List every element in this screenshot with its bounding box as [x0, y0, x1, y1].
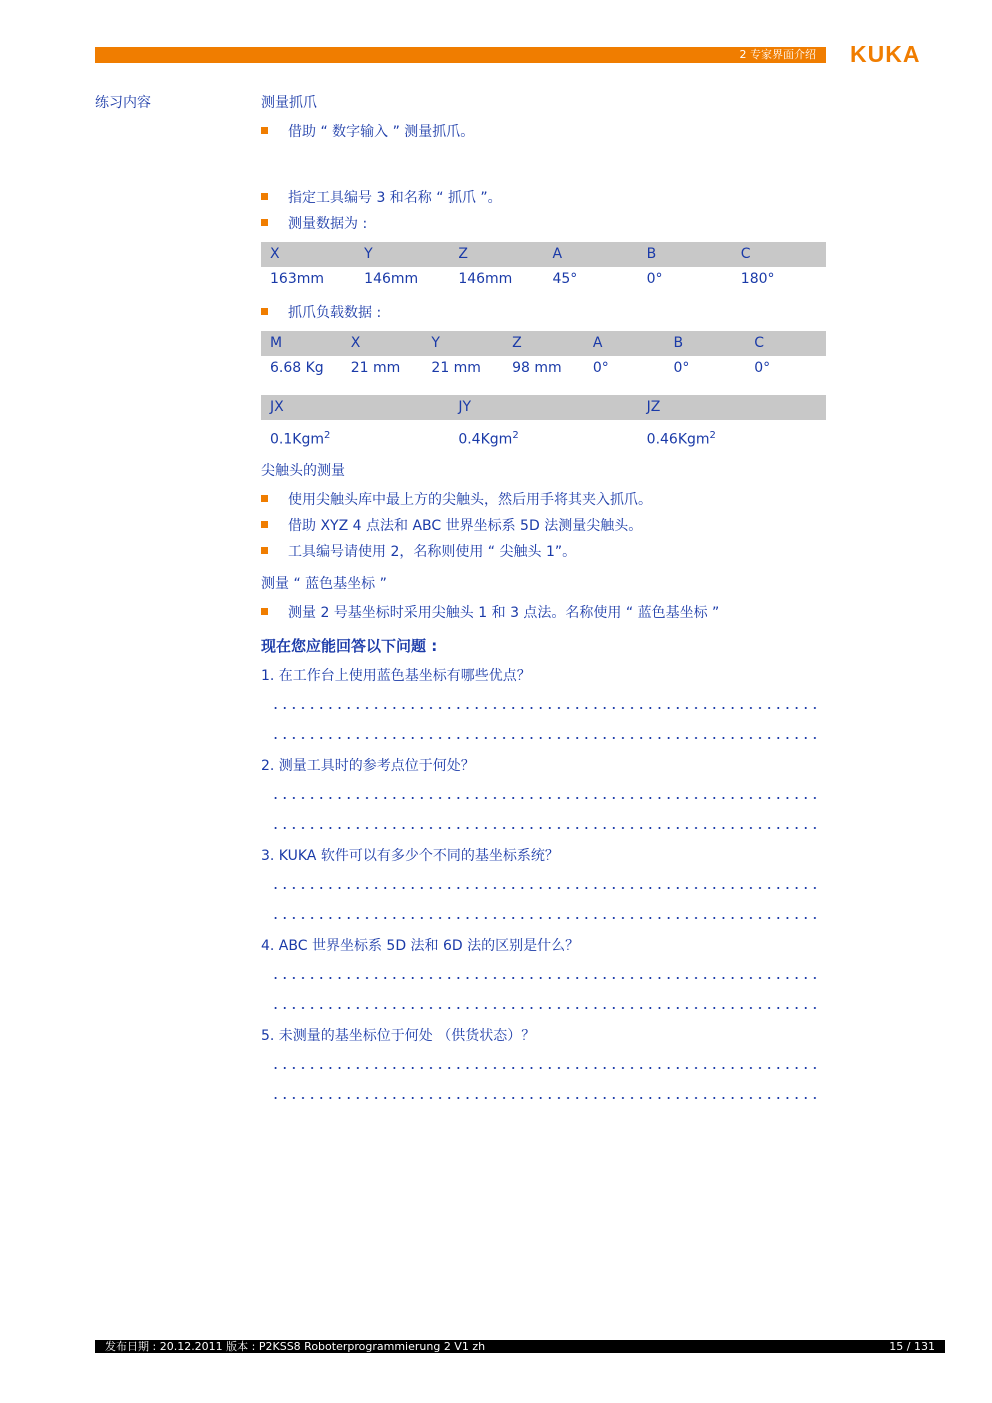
- table-cell: 45°: [552, 271, 578, 287]
- kuka-logo: KUKA: [850, 41, 921, 67]
- table-header-cell: Z: [458, 246, 468, 262]
- table-header-cell: Y: [364, 246, 373, 262]
- chapter-title: 2 专家界面介绍: [739, 48, 816, 61]
- table-header-cell: C: [754, 335, 764, 351]
- measurement-table: [261, 242, 826, 292]
- bullet-icon: [261, 127, 268, 134]
- table-header-cell: A: [552, 246, 563, 262]
- table-row: [261, 420, 826, 450]
- question-2: 2. 测量工具时的参考点位于何处？: [261, 758, 475, 774]
- table-cell: 21 mm: [350, 360, 401, 376]
- table-header-cell: A: [592, 335, 603, 351]
- answer-line[interactable]: [271, 1067, 820, 1069]
- list-item: 借助 XYZ 4 点法和 ABC 世界坐标系 5D 法测量尖触头。: [261, 517, 642, 535]
- section-title-base: 测量 “ 蓝色基坐标 ”: [261, 576, 387, 592]
- answer-line[interactable]: [271, 797, 820, 799]
- table-cell: 0°: [592, 360, 609, 376]
- bullet-icon: [261, 219, 268, 226]
- answer-line[interactable]: [271, 977, 820, 979]
- exponent: 2: [323, 430, 331, 441]
- table-header-cell: JY: [458, 399, 472, 415]
- section-title-tip: 尖触头的测量: [261, 463, 345, 479]
- questions-heading: 现在您应能回答以下问题 :: [261, 637, 438, 655]
- table-header-cell: X: [350, 335, 361, 351]
- list-item: 借助 “ 数字输入 ” 测量抓爪。: [261, 123, 474, 141]
- table-header-cell: JX: [270, 399, 284, 415]
- table-cell: 0°: [673, 360, 690, 376]
- table-header: [261, 395, 826, 420]
- question-1: 1. 在工作台上使用蓝色基坐标有哪些优点？: [261, 668, 531, 684]
- header-bar: [95, 47, 826, 63]
- table-cell: 0.4Kgm$^2$: [458, 430, 519, 448]
- table-cell: 98 mm: [512, 360, 562, 376]
- question-4: 4. ABC 世界坐标系 5D 法和 6D 法的区别是什么？: [261, 938, 580, 954]
- footer-edition: 发布日期 : 20.12.2011 版本 : P2KSS8 Roboterprogrammierung 2 V1 zh: [105, 1340, 486, 1353]
- table-header: [261, 242, 826, 267]
- side-label: 练习内容: [95, 95, 151, 111]
- table-header-cell: B: [673, 335, 684, 351]
- page-number: 15 / 131: [889, 1340, 935, 1353]
- bullet-icon: [261, 547, 268, 554]
- inertia-table: [261, 395, 826, 450]
- table-row: [261, 356, 826, 381]
- answer-line[interactable]: [271, 887, 820, 889]
- table-cell: 0.46Kgm$^2$: [646, 430, 716, 448]
- table-cell: 163mm: [270, 271, 324, 287]
- list-item: 指定工具编号 3 和名称 “ 抓爪 ”。: [261, 189, 502, 207]
- exponent: 2: [512, 430, 519, 441]
- answer-line[interactable]: [271, 707, 820, 709]
- bullet-icon: [261, 608, 268, 615]
- exponent: 2: [709, 430, 716, 441]
- table-cell: 146mm: [458, 271, 513, 287]
- answer-line[interactable]: [271, 917, 820, 919]
- list-item: 使用尖触头库中最上方的尖触头，然后用手将其夹入抓爪。: [261, 491, 652, 509]
- table-header-cell: Z: [512, 335, 522, 351]
- bullet-icon: [261, 521, 268, 528]
- table-header-cell: B: [646, 246, 657, 262]
- table-cell: 0.1Kgm$^2$: [270, 430, 331, 448]
- answer-line[interactable]: [271, 1007, 820, 1009]
- table-header: [261, 331, 826, 356]
- section-title-gripper: 测量抓爪: [261, 95, 317, 111]
- table-header-cell: C: [740, 246, 751, 262]
- table-cell: 180°: [740, 271, 775, 287]
- answer-line[interactable]: [271, 737, 820, 739]
- table-cell: 0°: [754, 360, 771, 376]
- table-cell: 6.68 Kg: [270, 360, 324, 376]
- bullet-icon: [261, 495, 268, 502]
- list-item: 工具编号请使用 2，名称则使用 “ 尖触头 1”。: [261, 543, 576, 561]
- table-row: [261, 267, 826, 292]
- table-header-cell: Y: [431, 335, 440, 351]
- list-item: 测量数据为 :: [261, 215, 367, 233]
- answer-line[interactable]: [271, 827, 820, 829]
- list-item: 抓爪负载数据 :: [261, 304, 381, 322]
- load-table: [261, 331, 826, 381]
- question-5: 5. 未测量的基坐标位于何处 （供货状态）？: [261, 1028, 536, 1044]
- table-cell: 0°: [646, 271, 663, 287]
- table-header-cell: X: [270, 246, 280, 262]
- bullet-icon: [261, 193, 268, 200]
- question-3: 3. KUKA 软件可以有多少个不同的基坐标系统？: [261, 848, 559, 864]
- footer-bar: [95, 1340, 945, 1353]
- list-item: 测量 2 号基坐标时采用尖触头 1 和 3 点法。名称使用 “ 蓝色基坐标 ”: [261, 604, 719, 622]
- table-cell: 21 mm: [431, 360, 481, 376]
- table-cell: 146mm: [364, 271, 419, 287]
- bullet-icon: [261, 308, 268, 315]
- table-header-cell: M: [270, 335, 283, 351]
- table-header-cell: JZ: [646, 399, 661, 415]
- answer-line[interactable]: [271, 1097, 820, 1099]
